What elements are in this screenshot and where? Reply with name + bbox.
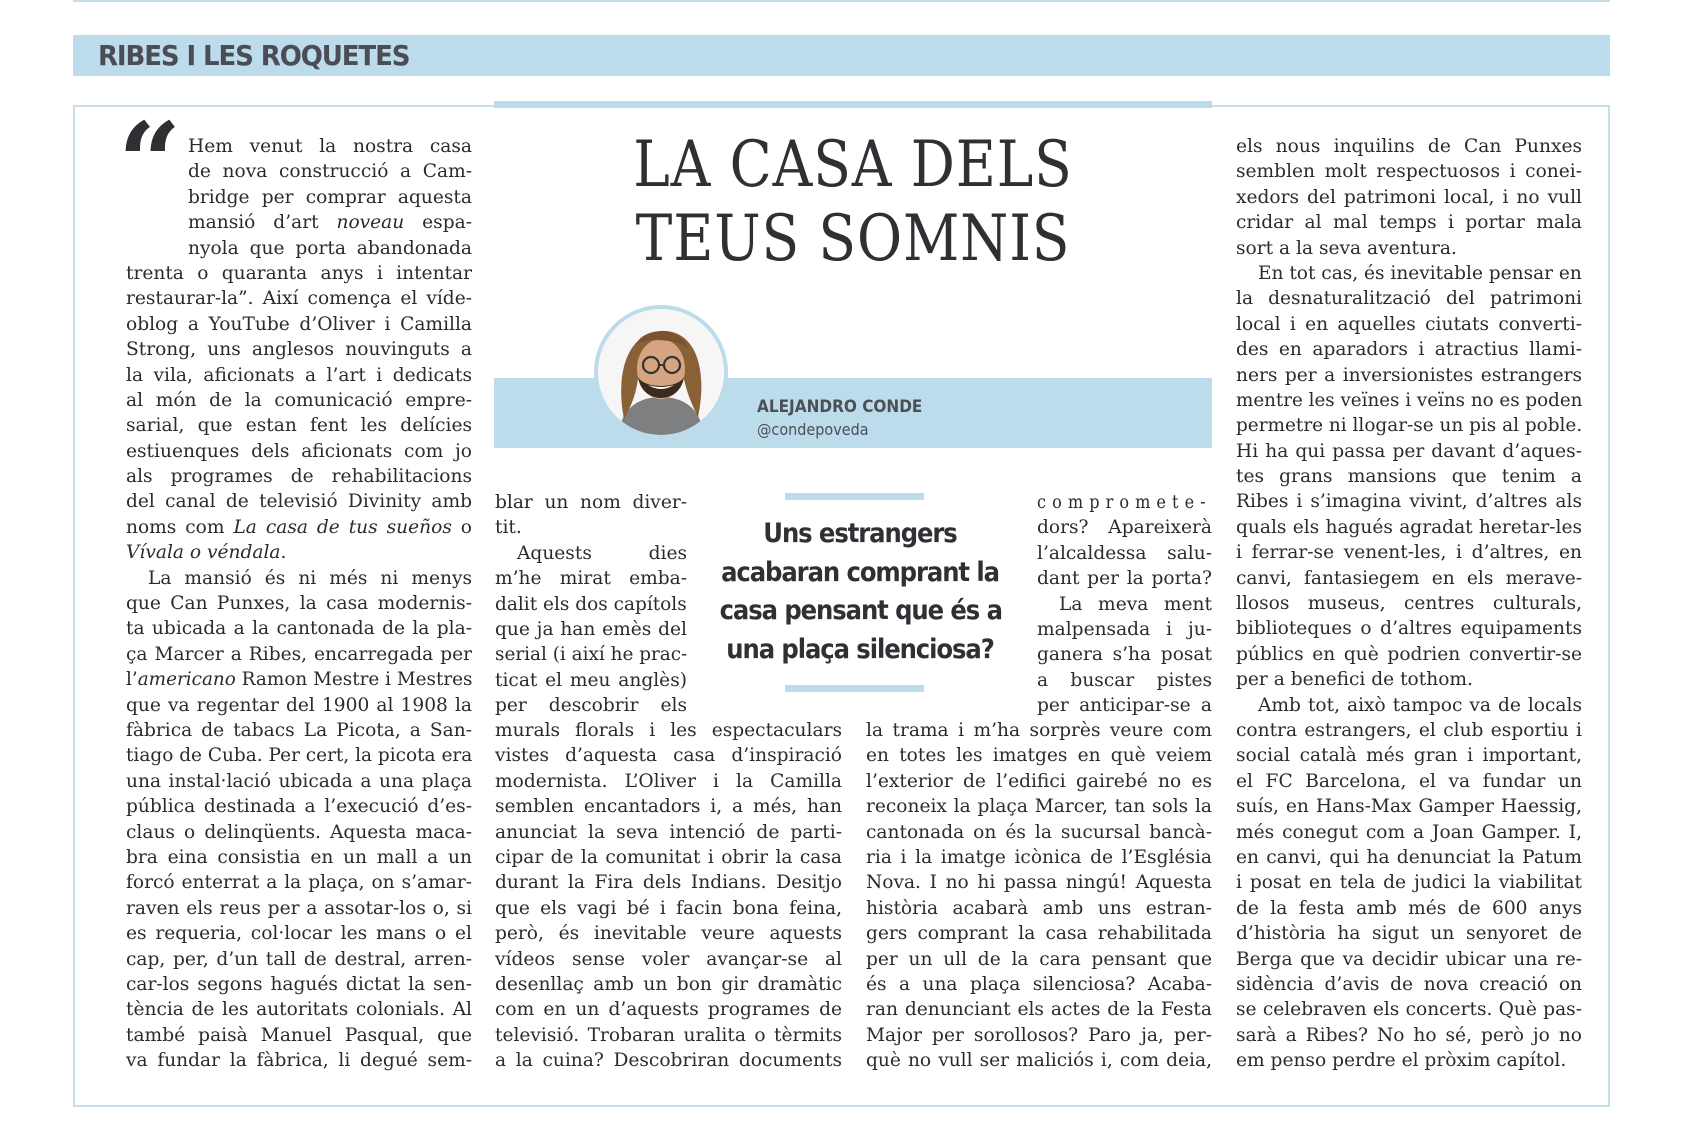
text-line bbox=[126, 693, 472, 718]
text-line bbox=[1236, 693, 1582, 718]
text-line bbox=[1236, 312, 1582, 337]
column-2-top bbox=[495, 490, 687, 719]
text-run: que va regentar del 1900 al 1908 la bbox=[126, 694, 472, 716]
text-run: ners per a inversionistes estrangers bbox=[1236, 364, 1582, 386]
headline-accent-bar bbox=[494, 101, 1212, 108]
section-header bbox=[73, 35, 1610, 76]
text-line bbox=[1037, 515, 1212, 540]
text-line bbox=[126, 845, 472, 870]
text-line bbox=[866, 1023, 1212, 1048]
text-line bbox=[866, 1048, 1212, 1073]
text-run: o bbox=[451, 516, 472, 538]
italic-text: La casa de tus sueños bbox=[233, 516, 452, 538]
text-run: cipar de la comunitat i obrir la casa bbox=[495, 846, 842, 868]
text-line bbox=[1236, 820, 1582, 845]
text-run: tiago de Cuba. Per cert, la picota era bbox=[126, 745, 473, 767]
text-line bbox=[495, 870, 842, 895]
text-line bbox=[495, 490, 687, 515]
text-run: raven els reus per a assotar-los o, si bbox=[126, 897, 472, 919]
text-line bbox=[1236, 337, 1582, 362]
text-run: Hi ha qui passa per davant d’aques- bbox=[1236, 440, 1582, 462]
column-3-top bbox=[1037, 490, 1212, 719]
text-run: semblen molt respectuosos i conei- bbox=[1236, 161, 1582, 183]
text-line bbox=[126, 718, 472, 743]
column-3 bbox=[866, 718, 1212, 1073]
text-line bbox=[1236, 794, 1582, 819]
text-run: xedors del patrimoni local, i no vull bbox=[1236, 186, 1582, 208]
text-run: estiuenques dels aficionats com jo bbox=[126, 440, 472, 462]
pullquote-line: acabaran comprant la bbox=[721, 556, 999, 588]
text-line bbox=[866, 947, 1212, 972]
text-line bbox=[1236, 261, 1582, 286]
text-run: al món de la comunicació empre- bbox=[126, 389, 472, 411]
text-line bbox=[1236, 464, 1582, 489]
pullquote bbox=[704, 515, 1016, 669]
text-run: llosos museus, centres culturals, bbox=[1236, 593, 1582, 615]
text-run: pública destinada a l’execució d’es- bbox=[126, 796, 472, 818]
text-run: En tot cas, és inevitable pensar en bbox=[1258, 262, 1582, 284]
text-line bbox=[495, 820, 842, 845]
text-run: restaurar-la”. Així comença el víde- bbox=[126, 288, 472, 310]
column-2 bbox=[495, 718, 842, 1073]
text-line bbox=[1236, 896, 1582, 921]
text-run: l’exterior de l’edifici gairebé no es bbox=[866, 770, 1212, 792]
text-line bbox=[1236, 947, 1582, 972]
text-run: ria i la imatge icònica de l’Església bbox=[866, 846, 1212, 868]
text-line bbox=[495, 566, 687, 591]
text-run: car-los segons hagués dictat la sen- bbox=[126, 973, 472, 995]
author-photo bbox=[594, 305, 728, 439]
text-run: nyola que porta abandonada bbox=[188, 237, 472, 259]
text-run: que ja han emès del bbox=[495, 618, 687, 640]
text-run: dors? Apareixerà bbox=[1037, 517, 1212, 539]
text-run: forcó enterrat a la plaça, on s’amar- bbox=[126, 872, 472, 894]
text-run: de la festa amb més de 600 anys bbox=[1236, 897, 1582, 919]
text-run: que els vagi bé i facin bona feina, bbox=[495, 897, 842, 919]
text-line bbox=[1236, 591, 1582, 616]
text-run: bridge per comprar aquesta bbox=[188, 186, 472, 208]
text-run: La mansió és ni més ni menys bbox=[148, 567, 472, 589]
text-line bbox=[1037, 592, 1212, 617]
text-line bbox=[1236, 159, 1582, 184]
text-line bbox=[126, 489, 472, 514]
text-line bbox=[866, 870, 1212, 895]
text-run: va fundar la fàbrica, li degué sem- bbox=[126, 1050, 472, 1072]
text-line bbox=[126, 439, 472, 464]
text-run: fàbrica de tabacs La Picota, a San- bbox=[126, 719, 472, 741]
text-run: com en un d’aquests programes de bbox=[495, 999, 842, 1021]
author-portrait-icon bbox=[598, 309, 724, 435]
text-line bbox=[1236, 540, 1582, 565]
text-run: quals els hagués agradat heretar-les bbox=[1236, 516, 1582, 538]
text-line bbox=[1236, 616, 1582, 641]
text-run: Amb tot, això tampoc va de locals bbox=[1258, 694, 1582, 716]
text-line bbox=[866, 820, 1212, 845]
text-run: La meva ment bbox=[1059, 593, 1212, 615]
headline-line: TEUS SOMNIS bbox=[635, 202, 1071, 276]
text-run: . bbox=[280, 542, 287, 564]
text-run: malpensada i ju- bbox=[1037, 618, 1212, 640]
text-line bbox=[126, 947, 472, 972]
text-line bbox=[126, 515, 472, 540]
text-run: espa- bbox=[404, 212, 472, 234]
text-run: ran denunciant els actes de la Festa bbox=[866, 999, 1212, 1021]
text-run: tència de les autoritats colonials. Al bbox=[126, 999, 472, 1021]
text-line bbox=[495, 642, 687, 667]
text-line bbox=[126, 312, 472, 337]
text-line bbox=[1236, 388, 1582, 413]
text-line bbox=[866, 997, 1212, 1022]
text-run: d’història ha sigut un senyoret de bbox=[1236, 923, 1582, 945]
text-run: mansió d’art bbox=[188, 212, 337, 234]
text-line bbox=[1037, 566, 1212, 591]
text-run: blar un nom diver- bbox=[495, 492, 687, 513]
italic-text: americano bbox=[137, 669, 236, 691]
text-line bbox=[1037, 668, 1212, 693]
text-run: em penso perdre el pròxim capítol. bbox=[1236, 1050, 1567, 1072]
text-run: la desnaturalització del patrimoni bbox=[1236, 288, 1582, 310]
text-run: tit. bbox=[495, 517, 522, 539]
text-line bbox=[126, 642, 472, 667]
text-run: per descobrir els bbox=[495, 695, 687, 717]
text-line bbox=[1037, 490, 1212, 515]
text-line bbox=[1037, 642, 1212, 667]
pullquote-line: una plaça silenciosa? bbox=[726, 633, 994, 665]
text-line bbox=[126, 896, 472, 921]
text-run: ganera s’ha posat bbox=[1037, 644, 1212, 666]
text-line bbox=[126, 566, 472, 591]
text-line bbox=[495, 947, 842, 972]
text-line bbox=[126, 972, 472, 997]
text-run: de nova construcció a Cam- bbox=[188, 161, 472, 183]
text-line bbox=[495, 997, 842, 1022]
text-line bbox=[126, 464, 472, 489]
text-run: cantonada on és la sucursal bancà- bbox=[866, 821, 1212, 843]
text-run: ticat el meu anglès) bbox=[495, 669, 687, 691]
text-run: per anticipar-se a bbox=[1037, 695, 1212, 717]
text-run: des en aparadors i atractius llami- bbox=[1236, 339, 1582, 361]
text-line bbox=[495, 921, 842, 946]
text-run: sarà a Ribes? No ho sé, però jo no bbox=[1236, 1024, 1582, 1046]
text-run: Aquests dies bbox=[517, 542, 687, 564]
text-run: Ramon Mestre i Mestres bbox=[235, 669, 473, 691]
text-line bbox=[126, 1048, 472, 1073]
text-line bbox=[495, 515, 687, 540]
text-run: biblioteques o d’altres equipaments bbox=[1236, 618, 1582, 640]
text-line bbox=[1236, 642, 1582, 667]
text-line bbox=[495, 896, 842, 921]
text-run: durant la Fira dels Indians. Desitjo bbox=[495, 872, 842, 894]
author-name: ALEJANDRO CONDE bbox=[757, 397, 923, 417]
text-run: la vila, aficionats a l’art i dedicats bbox=[126, 364, 472, 386]
text-run: en canvi, qui ha denunciat la Patum bbox=[1236, 846, 1582, 868]
text-run: Strong, uns anglesos nouvinguts a bbox=[126, 339, 472, 361]
text-run: Hem venut la nostra casa bbox=[188, 136, 472, 157]
text-line bbox=[495, 668, 687, 693]
text-line bbox=[1236, 845, 1582, 870]
text-line bbox=[1236, 439, 1582, 464]
text-line bbox=[1037, 617, 1212, 642]
text-run: que Can Punxes, la casa modernis- bbox=[126, 593, 472, 615]
text-line bbox=[495, 794, 842, 819]
text-line bbox=[1236, 921, 1582, 946]
text-run: la trama i m’ha sorprès veure com bbox=[866, 720, 1212, 741]
text-line bbox=[1236, 1048, 1582, 1073]
text-run: i ferrar-se venent-les, i d’altres, en bbox=[1236, 542, 1582, 564]
text-line bbox=[495, 743, 842, 768]
text-line bbox=[866, 718, 1212, 743]
text-line bbox=[1236, 236, 1582, 261]
text-run: Nova. I no hi passa ningú! Aquesta bbox=[866, 872, 1212, 894]
headline bbox=[494, 128, 1212, 276]
text-run: sidència d’avis de nova creació on bbox=[1236, 973, 1582, 995]
text-line bbox=[126, 261, 472, 286]
text-line bbox=[1236, 769, 1582, 794]
text-line bbox=[126, 667, 472, 692]
text-line bbox=[126, 769, 472, 794]
text-run: modernista. L’Oliver i la Camilla bbox=[495, 770, 842, 792]
text-line bbox=[1236, 185, 1582, 210]
text-line bbox=[126, 286, 472, 311]
text-run: sort a la seva aventura. bbox=[1236, 237, 1457, 259]
text-line bbox=[126, 363, 472, 388]
text-run: suís, en Hans-Max Gamper Haessig, bbox=[1236, 796, 1582, 818]
text-run: per a benefici de tothom. bbox=[1236, 669, 1473, 691]
text-run: anunciat la seva intenció de parti- bbox=[495, 821, 842, 843]
text-line bbox=[126, 413, 472, 438]
text-line bbox=[126, 616, 472, 641]
text-line bbox=[495, 1023, 842, 1048]
text-line bbox=[866, 845, 1212, 870]
text-run: Ribes i s’imagina vivint, d’altres als bbox=[1236, 491, 1582, 513]
text-run: vistes d’aquesta casa d’inspiració bbox=[495, 745, 842, 767]
text-run: Major per sorollosos? Paro ja, per- bbox=[866, 1024, 1212, 1046]
text-line bbox=[1236, 489, 1582, 514]
text-line bbox=[495, 769, 842, 794]
text-line bbox=[495, 972, 842, 997]
text-line bbox=[495, 718, 842, 743]
text-line bbox=[126, 185, 472, 210]
text-run: en totes les imatges en què veiem bbox=[866, 745, 1212, 767]
text-line bbox=[495, 845, 842, 870]
text-line bbox=[126, 388, 472, 413]
author-handle: @condepoveda bbox=[757, 420, 869, 439]
text-run: se celebraven els concerts. Què pas- bbox=[1236, 999, 1582, 1021]
text-run: reconeix la plaça Marcer, tan sols la bbox=[866, 796, 1212, 818]
text-run: dant per la porta? bbox=[1037, 568, 1212, 590]
text-line bbox=[866, 896, 1212, 921]
text-line bbox=[1236, 363, 1582, 388]
text-line bbox=[126, 210, 472, 235]
column-1 bbox=[126, 134, 472, 1073]
text-line bbox=[126, 591, 472, 616]
pullquote-line: Uns estrangers bbox=[763, 518, 957, 549]
text-line bbox=[495, 1048, 842, 1073]
text-line bbox=[866, 794, 1212, 819]
text-line bbox=[126, 794, 472, 819]
text-line bbox=[1236, 743, 1582, 768]
text-line bbox=[1236, 566, 1582, 591]
text-line bbox=[126, 134, 472, 159]
text-line bbox=[1236, 134, 1582, 159]
text-run: també paisà Manuel Pasqual, que bbox=[126, 1024, 472, 1046]
text-line bbox=[126, 921, 472, 946]
text-run: vídeos sense voler avançar-se al bbox=[495, 948, 842, 970]
text-run: cap, per, d’un tall de destral, arren- bbox=[126, 948, 472, 970]
text-line bbox=[1236, 1023, 1582, 1048]
text-run: desenllaç amb un bon gir dramàtic bbox=[495, 973, 842, 995]
text-line bbox=[1236, 413, 1582, 438]
italic-text: Vívala o véndala bbox=[126, 542, 281, 564]
text-run: història acabarà amb uns estran- bbox=[866, 897, 1212, 919]
text-line bbox=[1236, 667, 1582, 692]
text-run: el FC Barcelona, el va fundar un bbox=[1236, 770, 1582, 792]
text-run: trenta o quaranta anys i intentar bbox=[126, 262, 472, 284]
text-run: serial (i així he prac- bbox=[495, 644, 688, 666]
text-line bbox=[1236, 286, 1582, 311]
text-run: l’ bbox=[126, 669, 138, 691]
text-line bbox=[1236, 997, 1582, 1022]
text-run: del canal de televisió Divinity amb bbox=[126, 491, 472, 513]
text-run: oblog a YouTube d’Oliver i Camilla bbox=[126, 313, 472, 335]
text-run: compromete- bbox=[1037, 492, 1212, 513]
text-run: social català més gran i important, bbox=[1236, 745, 1582, 767]
text-run: canvi, fantasiegem en els merave- bbox=[1236, 567, 1582, 589]
text-line bbox=[495, 617, 687, 642]
text-line bbox=[126, 997, 472, 1022]
text-line bbox=[866, 972, 1212, 997]
text-run: ta ubicada a la cantonada de la pla- bbox=[126, 618, 472, 640]
text-line bbox=[1037, 693, 1212, 718]
text-line bbox=[1236, 210, 1582, 235]
text-line bbox=[126, 159, 472, 184]
text-run: a buscar pistes bbox=[1037, 669, 1212, 691]
text-run: una instal·lació ubicada a una plaça bbox=[126, 770, 472, 792]
text-line bbox=[495, 592, 687, 617]
text-run: és a una plaça silenciosa? Acaba- bbox=[866, 973, 1212, 995]
text-line bbox=[126, 1023, 472, 1048]
text-run: noms com bbox=[126, 516, 234, 538]
text-line bbox=[495, 693, 687, 718]
text-run: més conegut com a Joan Gamper. I, bbox=[1236, 821, 1582, 843]
text-line bbox=[866, 743, 1212, 768]
text-line bbox=[126, 337, 472, 362]
headline-line: LA CASA DELS bbox=[633, 128, 1073, 202]
pullquote-top-bar bbox=[785, 493, 924, 500]
text-run: a la cuina? Descobriran documents bbox=[495, 1050, 842, 1072]
text-run: per un ull de la cara pensant que bbox=[866, 948, 1212, 970]
italic-text: noveau bbox=[336, 212, 405, 234]
text-run: Berga que va decidir ubicar una re- bbox=[1236, 948, 1582, 970]
section-title: RIBES I LES ROQUETES bbox=[98, 39, 410, 72]
text-run: televisió. Trobaran uralita o tèrmits bbox=[495, 1024, 842, 1046]
text-run: sarial, que estan fent les delícies bbox=[126, 415, 472, 437]
text-line bbox=[126, 870, 472, 895]
text-line bbox=[126, 540, 472, 565]
text-run: ça Marcer a Ribes, encarregada per bbox=[126, 643, 472, 665]
text-run: tes grans mansions que tenim a bbox=[1236, 466, 1582, 488]
text-run: es requeria, col·locar les mans o el bbox=[126, 923, 472, 945]
text-line bbox=[866, 769, 1212, 794]
text-run: contra estrangers, el club esportiu i bbox=[1236, 719, 1582, 741]
text-line bbox=[866, 921, 1212, 946]
text-run: l’alcaldessa salu- bbox=[1037, 542, 1212, 564]
text-run: bra eina consistia en un mall a un bbox=[126, 846, 472, 868]
text-line bbox=[495, 541, 687, 566]
text-line bbox=[1236, 972, 1582, 997]
opening-quote-mark: “ bbox=[118, 98, 182, 227]
text-run: dalit els dos capítols bbox=[495, 593, 687, 615]
text-run: públics en què podrien convertir-se bbox=[1236, 643, 1582, 665]
text-run: als programes de rehabilitacions bbox=[126, 466, 472, 488]
text-run: permetre ni llogar-se un pis al poble. bbox=[1236, 415, 1583, 437]
text-line bbox=[126, 743, 472, 768]
text-run: cridar al mal temps i portar mala bbox=[1236, 212, 1582, 234]
text-line bbox=[126, 820, 472, 845]
text-run: murals florals i les espectaculars bbox=[495, 720, 842, 741]
text-run: i posat en tela de judici la viabilitat bbox=[1236, 872, 1582, 894]
text-run: els nous inquilins de Can Punxes bbox=[1236, 136, 1582, 157]
pullquote-line: casa pensant que és a bbox=[719, 595, 1002, 626]
text-run: mentre les veïnes i veïns no es poden bbox=[1236, 389, 1583, 411]
pullquote-bottom-bar bbox=[785, 685, 924, 692]
text-run: gers comprant la casa rehabilitada bbox=[866, 923, 1212, 945]
text-run: semblen encantadors i, a més, han bbox=[495, 796, 842, 818]
text-line bbox=[1236, 870, 1582, 895]
text-line bbox=[126, 236, 472, 261]
text-run: local i en aquelles ciutats converti- bbox=[1236, 313, 1582, 335]
top-rule bbox=[73, 0, 1610, 2]
text-run: m’he mirat emba- bbox=[495, 568, 687, 590]
text-run: claus o delinqüents. Aquesta maca- bbox=[126, 821, 472, 843]
text-run: què no vull ser maliciós i, com deia, bbox=[866, 1050, 1212, 1072]
column-4 bbox=[1236, 134, 1582, 1073]
text-line bbox=[1037, 541, 1212, 566]
text-line bbox=[1236, 718, 1582, 743]
text-run: però, és inevitable veure aquests bbox=[495, 923, 842, 945]
text-line bbox=[1236, 515, 1582, 540]
